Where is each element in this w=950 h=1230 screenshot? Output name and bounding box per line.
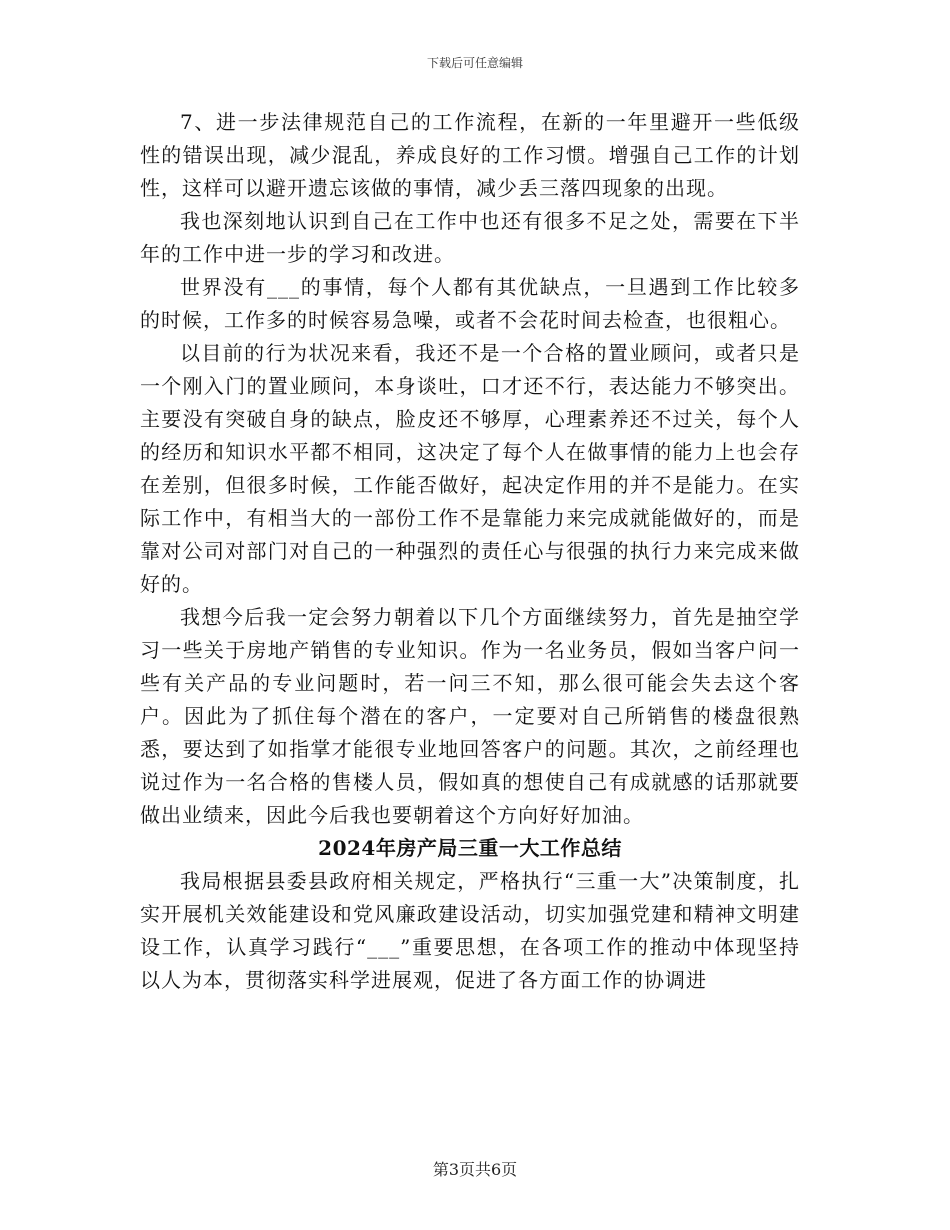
paragraph: 我也深刻地认识到自己在工作中也还有很多不足之处，需要在下半年的工作中进一步的学习和改进。: [140, 209, 800, 266]
paragraph: 世界没有___的事情，每个人都有其优缺点，一旦遇到工作比较多的时候，工作多的时候容易急噪，或者不会花时间去检查，也很粗心。: [140, 275, 800, 332]
document-body: [140, 106, 800, 997]
page-header: 下载后可任意编辑: [426, 56, 523, 70]
paragraph: 7、进一步法律规范自己的工作流程，在新的一年里避开一些低级性的错误出现，减少混乱，养成良好的工作习惯。增强自己工作的计划性，这样可以避开遗忘该做的事情，减少丢三落四现象的出现。: [140, 110, 800, 200]
page-footer: 第3页共6页: [432, 1160, 518, 1179]
paragraph: 以目前的行为状况来看，我还不是一个合格的置业顾问，或者只是一个刚入门的置业顾问，本身谈吐，口才还不行，表达能力不够突出。主要没有突破自身的缺点，脸皮还不够厚，心理素养还不过关，每个人的经历和知识水平都不相同，这决定了每个人在做事情的能力上也会存在差别，但很多时候，工作能否做好，起决定作用的并不是能力。在实际工作中，有相当大的一部份工作不是靠能力来完成就能做好的，而是靠对公司对部门对自己的一种强烈的责任心与很强的执行力来完成来做好的。: [140, 341, 800, 596]
paragraph: 我局根据县委县政府相关规定，严格执行“三重一大”决策制度，扎实开展机关效能建设和党风廉政建设活动，切实加强党建和精神文明建设工作，认真学习践行“___”重要思想，在各项工作的推动中体现坚持以人为本，贯彻落实科学进展观，促进了各方面工作的协调进: [140, 869, 800, 992]
paragraph: 我想今后我一定会努力朝着以下几个方面继续努力，首先是抽空学习一些关于房地产销售的专业知识。作为一名业务员，假如当客户问一些有关产品的专业问题时，若一问三不知，那么很可能会失去这个客户。因此为了抓住每个潜在的客户，一定要对自己所销售的楼盘很熟悉，要达到了如指掌才能很专业地回答客户的问题。其次，之前经理也说过作为一名合格的售楼人员，假如真的想使自己有成就感的话那就要做出业绩来，因此今后我也要朝着这个方向好好加油。: [140, 605, 800, 827]
section-title: 2024年房产局三重一大工作总结: [318, 836, 622, 860]
